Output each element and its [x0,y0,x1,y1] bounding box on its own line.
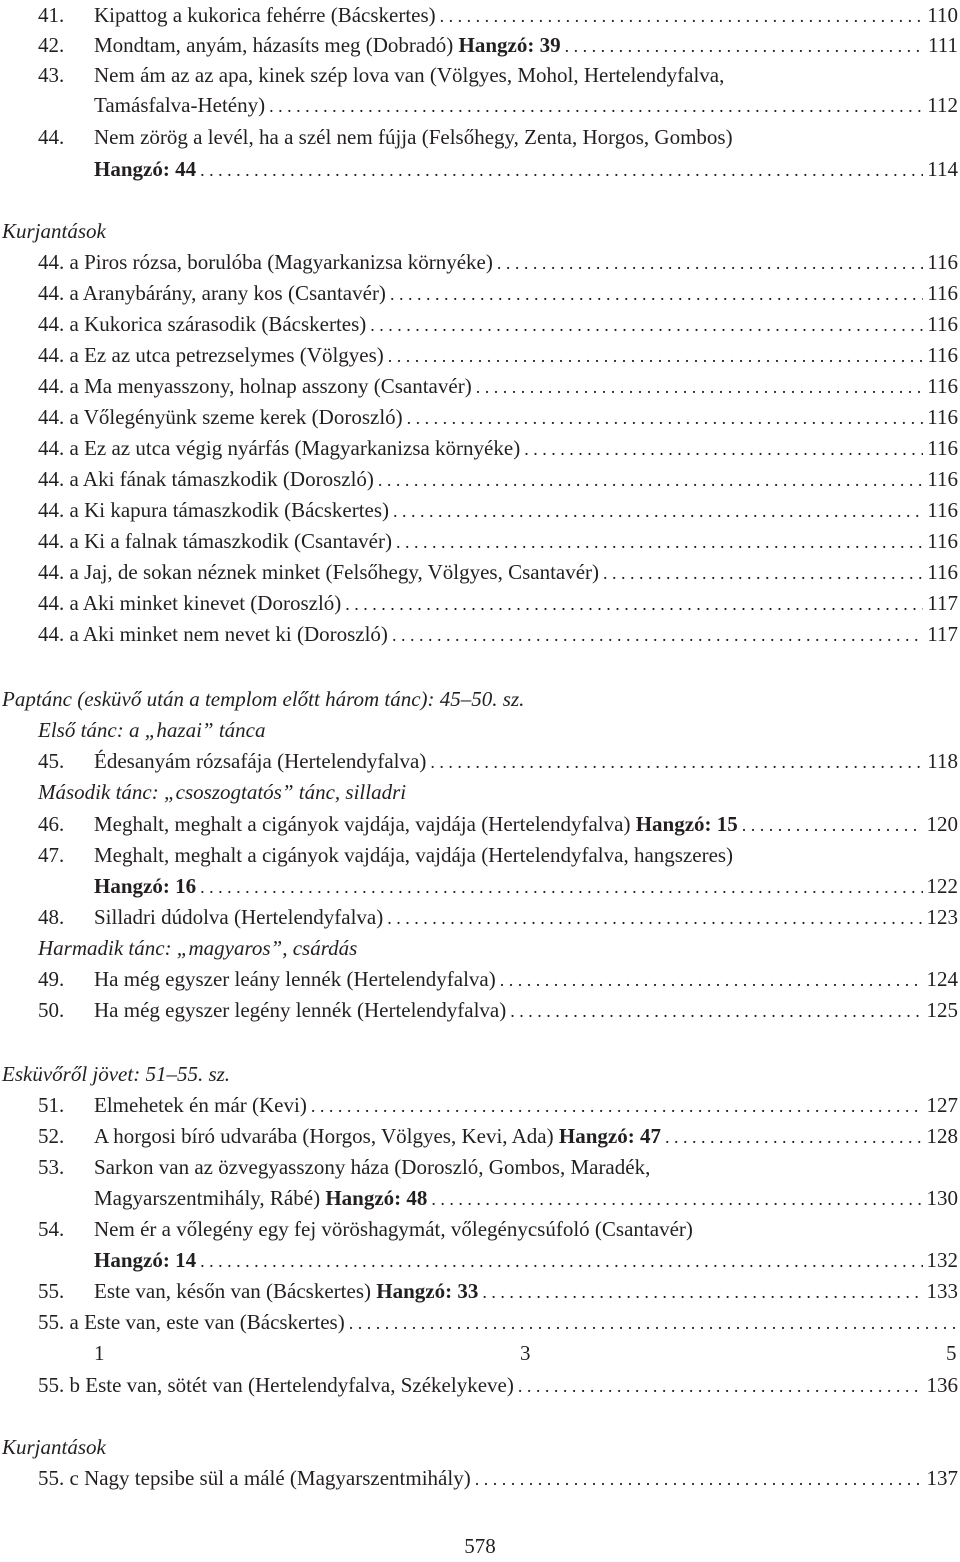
entry-page: 136 [927,1370,960,1401]
entry-title: Magyarszentmihály, Rábé) [94,1186,320,1210]
section-heading: Kurjantások [2,1432,106,1463]
toc-entry [0,433,960,464]
leader-dots [370,310,923,341]
leader-dots [311,1091,923,1122]
entry-page: 120 [927,809,960,840]
stray-number: 1 [94,1338,105,1369]
leader-dots [407,403,924,434]
leader-dots [269,91,923,122]
entry-page: 117 [927,619,960,650]
toc-entry [0,122,960,153]
entry-title: A horgosi bíró udvarába (Horgos, Völgyes, Kevi, Ada) [94,1124,554,1148]
entry-title: 44. a Jaj, de sokan néznek minket (Felsőhegy, Völgyes, Csantavér) [38,557,599,588]
entry-title: 55. b Este van, sötét van (Hertelendyfalva, Székelykeve) [38,1370,514,1401]
toc-entry [0,309,960,340]
entry-page: 127 [927,1090,960,1121]
leader-dots [742,810,923,841]
entry-page: 116 [927,402,960,433]
section-heading: Paptánc (esküvő után a templom előtt három tánc): 45–50. sz. [2,684,524,715]
toc-entry [0,1370,960,1401]
entry-page: 116 [927,495,960,526]
toc-entry-continued [0,871,960,902]
entry-title: Meghalt, meghalt a cigányok vajdája, vajdája (Hertelendyfalva) [94,812,630,836]
entry-number: 51. [38,1090,64,1121]
entry-page: 116 [927,247,960,278]
toc-entry [0,464,960,495]
entry-number: 55. [38,1276,64,1307]
audio-ref: Hangzó: 48 [325,1186,427,1210]
leader-dots [430,747,923,778]
subsection-heading: Első tánc: a „hazai” tánca [38,715,266,746]
entry-title: 44. a Ki a falnak támaszkodik (Csantavér) [38,526,392,557]
leader-dots [345,589,923,620]
entry-page: 124 [927,964,960,995]
entry-number: 52. [38,1121,64,1152]
entry-page: 110 [927,0,960,31]
audio-ref: Hangzó: 47 [559,1124,661,1148]
entry-title: 44. a Ki kapura támaszkodik (Bácskertes) [38,495,389,526]
entry-title: 44. a Vőlegényünk szeme kerek (Doroszló) [38,402,403,433]
toc-entry [0,588,960,619]
toc-entry [0,1214,960,1245]
leader-dots [524,434,923,465]
audio-ref: Hangzó: 33 [376,1279,478,1303]
entry-title: 44. a Kukorica szárasodik (Bácskertes) [38,309,366,340]
audio-ref: Hangzó: 16 [94,874,196,898]
leader-dots [378,465,923,496]
entry-title: 44. a Ez az utca végig nyárfás (Magyarkanizsa környéke) [38,433,520,464]
audio-ref: Hangzó: 15 [636,812,738,836]
section-heading: Esküvőről jövet: 51–55. sz. [2,1059,230,1090]
entry-title: Nem zörög a levél, ha a szél nem fújja (Felsőhegy, Zenta, Horgos, Gombos) [94,122,733,153]
entry-title: Elmehetek én már (Kevi) [94,1090,307,1121]
toc-entry [0,1307,960,1338]
leader-dots [396,527,923,558]
toc-entry [0,278,960,309]
entry-title: 44. a Aranybárány, arany kos (Csantavér) [38,278,386,309]
toc-entry [0,840,960,871]
entry-page: 111 [928,30,960,61]
page-number: 578 [0,1531,960,1562]
audio-ref: Hangzó: 39 [459,33,561,57]
leader-dots [497,248,923,279]
entry-page: 116 [927,557,960,588]
toc-entry [0,1121,960,1152]
entry-number: 53. [38,1152,64,1183]
entry-page: 122 [927,871,960,902]
section-heading: Kurjantások [2,216,106,247]
entry-number: 47. [38,840,64,871]
entry-page: 130 [927,1183,960,1214]
leader-dots [665,1122,923,1153]
leader-dots [392,620,923,651]
leader-dots [565,31,924,62]
toc-entry-continued [0,90,960,121]
leader-dots [200,1246,922,1277]
toc-entry [0,1090,960,1121]
stray-number: 5 [946,1338,957,1369]
leader-dots [349,1308,956,1339]
entry-title: 44. a Ez az utca petrezselymes (Völgyes) [38,340,384,371]
entry-page: 116 [927,340,960,371]
toc-entry-continued [0,154,960,185]
toc-entry [0,809,960,840]
toc-entry [0,995,960,1026]
toc-entry [0,619,960,650]
entry-title: 55. a Este van, este van (Bácskertes) [38,1307,345,1338]
entry-title: Meghalt, meghalt a cigányok vajdája, vajdája (Hertelendyfalva, hangszeres) [94,840,733,871]
entry-page: 116 [927,371,960,402]
leader-dots [500,965,923,996]
entry-number: 49. [38,964,64,995]
entry-page: 112 [927,90,960,121]
entry-page: 133 [927,1276,960,1307]
entry-page: 114 [927,154,960,185]
leader-dots [476,372,924,403]
audio-ref: Hangzó: 44 [94,157,196,181]
entry-title: 44. a Ma menyasszony, holnap asszony (Csantavér) [38,371,472,402]
entry-title: 44. a Aki minket nem nevet ki (Doroszló) [38,619,388,650]
entry-title: Silladri dúdolva (Hertelendyfalva) [94,902,383,933]
entry-number: 46. [38,809,64,840]
toc-entry [0,371,960,402]
leader-dots [387,903,922,934]
toc-entry [0,30,960,61]
entry-page: 125 [927,995,960,1026]
entry-title: Tamásfalva-Hetény) [94,90,265,121]
entry-number: 45. [38,746,64,777]
toc-entry [0,1152,960,1183]
entry-title: Ha még egyszer legény lennék (Hertelendyfalva) [94,995,506,1026]
toc-entry [0,1463,960,1494]
toc-entry [0,557,960,588]
entry-title: 44. a Aki minket kinevet (Doroszló) [38,588,341,619]
leader-dots [431,1184,922,1215]
leader-dots [510,996,922,1027]
toc-entry [0,902,960,933]
entry-page: 117 [927,588,960,619]
leader-dots [518,1371,923,1402]
entry-number: 54. [38,1214,64,1245]
entry-page: 123 [927,902,960,933]
leader-dots [388,341,924,372]
toc-entry [0,526,960,557]
entry-number: 41. [38,0,64,31]
entry-title: Ha még egyszer leány lennék (Hertelendyfalva) [94,964,496,995]
entry-title: Kipattog a kukorica fehérre (Bácskertes) [94,0,436,31]
toc-entry [0,60,960,91]
toc-entry [0,964,960,995]
entry-number: 44. [38,122,64,153]
toc-entry [0,495,960,526]
stray-number: 3 [520,1338,531,1369]
leader-dots [475,1464,923,1495]
leader-dots [200,872,922,903]
toc-entry [0,746,960,777]
entry-page: 132 [927,1245,960,1276]
toc-entry-continued [0,1245,960,1276]
leader-dots [390,279,923,310]
entry-number: 48. [38,902,64,933]
leader-dots [482,1277,922,1308]
entry-page: 116 [927,433,960,464]
leader-dots [393,496,923,527]
entry-number: 43. [38,60,64,91]
entry-title: Nem ám az az apa, kinek szép lova van (Völgyes, Mohol, Hertelendyfalva, [94,60,724,91]
entry-title: 55. c Nagy tepsibe sül a málé (Magyarszentmihály) [38,1463,471,1494]
entry-page: 116 [927,526,960,557]
entry-page: 116 [927,464,960,495]
toc-entry [0,1276,960,1307]
subsection-heading: Második tánc: „csoszogtatós” tánc, silladri [38,777,406,808]
entry-title: Nem ér a vőlegény egy fej vöröshagymát, vőlegénycsúfoló (Csantavér) [94,1214,693,1245]
toc-entry-continued [0,1183,960,1214]
entry-number: 50. [38,995,64,1026]
entry-title: Mondtam, anyám, házasíts meg (Dobradó) [94,33,453,57]
subsection-heading: Harmadik tánc: „magyaros”, csárdás [38,933,357,964]
entry-title: 44. a Aki fának támaszkodik (Doroszló) [38,464,374,495]
entry-page: 116 [927,309,960,340]
leader-dots [440,1,924,32]
stray-numbers-row [0,1338,960,1369]
entry-number: 42. [38,30,64,61]
toc-entry [0,402,960,433]
entry-title: 44. a Piros rózsa, borulóba (Magyarkanizsa környéke) [38,247,493,278]
toc-entry [0,340,960,371]
toc-entry [0,0,960,31]
entry-title: Édesanyám rózsafája (Hertelendyfalva) [94,746,426,777]
entry-page: 116 [927,278,960,309]
toc-entry [0,247,960,278]
audio-ref: Hangzó: 14 [94,1248,196,1272]
entry-page: 137 [927,1463,960,1494]
entry-title: Este van, későn van (Bácskertes) [94,1279,371,1303]
entry-page: 128 [927,1121,960,1152]
leader-dots [200,155,923,186]
entry-page: 118 [927,746,960,777]
entry-title: Sarkon van az özvegyasszony háza (Doroszló, Gombos, Maradék, [94,1152,650,1183]
leader-dots [603,558,923,589]
